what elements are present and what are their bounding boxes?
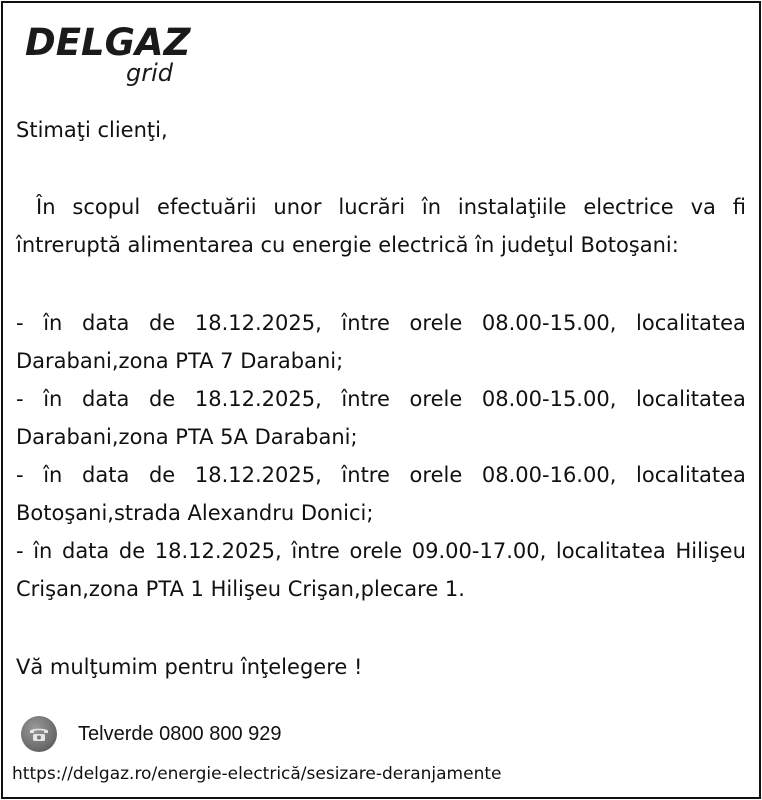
word: localitatea	[555, 539, 666, 563]
contact-row	[21, 715, 282, 753]
word: 18.12.2025,	[194, 463, 322, 487]
word: în	[43, 463, 63, 487]
word: în	[421, 195, 442, 219]
item-3-line-2: Botoşani,strada Alexandru Donici;	[16, 501, 374, 525]
word: 18.12.2025,	[154, 539, 282, 563]
word: data	[82, 387, 130, 411]
item-2-line-2: Darabani,zona PTA 5A Darabani;	[16, 425, 358, 449]
word: între	[341, 311, 390, 335]
word: 18.12.2025,	[194, 387, 322, 411]
word: între	[291, 539, 340, 563]
word: orele	[349, 539, 403, 563]
word: -	[16, 539, 24, 563]
logo-brand: DELGAZ	[25, 21, 191, 64]
item-4-line-1	[16, 532, 746, 570]
word: Hilişeu	[675, 539, 746, 563]
word: lucrări	[338, 195, 406, 219]
word: 18.12.2025,	[194, 311, 322, 335]
item-4-line-2: Crişan,zona PTA 1 Hilişeu Crişan,plecare 1.	[16, 577, 465, 601]
word: -	[16, 311, 24, 335]
website-url[interactable]: https://delgaz.ro/energie-electrică/sesizare-deranjamente	[12, 764, 502, 784]
word: unor	[273, 195, 322, 219]
word: 08.00-16.00,	[481, 463, 617, 487]
word: data	[82, 463, 130, 487]
intro-line-1	[16, 188, 746, 226]
item-3-line-1	[16, 456, 746, 494]
word: orele	[409, 463, 463, 487]
word: 08.00-15.00,	[481, 387, 617, 411]
word: data	[61, 539, 110, 563]
phone-number: Telverde 0800 800 929	[78, 722, 282, 745]
telephone-icon	[21, 716, 57, 752]
word: instalaţiile	[457, 195, 567, 219]
greeting: Stimaţi clienţi,	[16, 118, 168, 142]
word: în	[43, 387, 63, 411]
item-2-line-1	[16, 380, 746, 418]
logo-sub: grid	[126, 59, 174, 87]
closing-text: Vă mulţumim pentru înţelegere !	[16, 655, 363, 679]
delgaz-logo	[25, 23, 195, 93]
word: -	[16, 387, 24, 411]
item-1-line-2: Darabani,zona PTA 7 Darabani;	[16, 349, 344, 373]
word: în	[33, 539, 53, 563]
word: între	[341, 463, 390, 487]
word: data	[82, 311, 130, 335]
word: în	[43, 311, 63, 335]
word: 08.00-15.00,	[481, 311, 617, 335]
word: de	[118, 539, 146, 563]
word: În	[36, 195, 56, 219]
word: fi	[732, 195, 746, 219]
word: de	[148, 311, 176, 335]
word: localitatea	[636, 311, 746, 335]
word: orele	[409, 311, 463, 335]
word: localitatea	[636, 387, 746, 411]
word: localitatea	[636, 463, 746, 487]
word: va	[690, 195, 716, 219]
word: orele	[409, 387, 463, 411]
word: 09.00-17.00,	[411, 539, 547, 563]
word: scopul	[72, 195, 141, 219]
word: între	[341, 387, 390, 411]
word: efectuării	[157, 195, 257, 219]
word: -	[16, 463, 24, 487]
word: de	[148, 387, 176, 411]
intro-line-2: întreruptă alimentarea cu energie electrică în judeţul Botoşani:	[16, 233, 679, 257]
word: de	[148, 463, 176, 487]
word: electrice	[583, 195, 674, 219]
item-1-line-1	[16, 304, 746, 342]
